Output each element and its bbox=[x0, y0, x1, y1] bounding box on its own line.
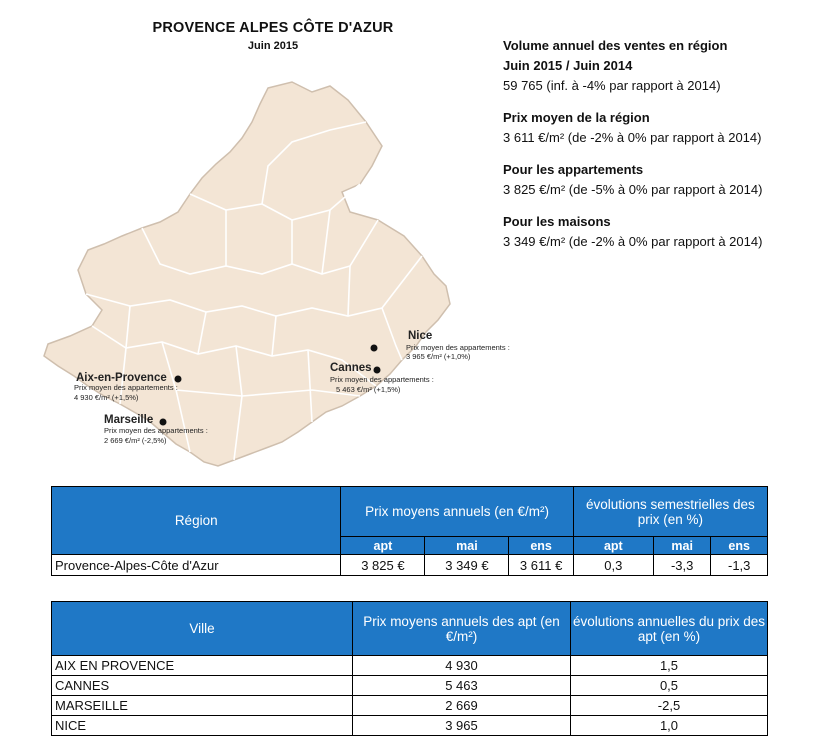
city-cannes-value: 5 463 €/m² (+1,5%) bbox=[336, 385, 401, 394]
region-name-cell: Provence-Alpes-Côte d'Azur bbox=[52, 555, 341, 576]
city-name-cell: NICE bbox=[52, 716, 353, 736]
house-price-value: 3 349 €/m² (de -2% à 0% par rapport à 2014) bbox=[503, 234, 763, 249]
city-price-cell: 2 669 bbox=[353, 696, 571, 716]
map-title: PROVENCE ALPES CÔTE D'AZUR bbox=[152, 20, 394, 36]
price-apt-cell: 3 825 € bbox=[341, 555, 425, 576]
region-price-heading: Prix moyen de la région bbox=[503, 110, 650, 125]
city-evol-cell: -2,5 bbox=[571, 696, 768, 716]
city-name-cell: AIX EN PROVENCE bbox=[52, 656, 353, 676]
city-nice-name: Nice bbox=[408, 330, 433, 342]
sub-header-ens: ens bbox=[509, 537, 573, 555]
city-price-col-header: Prix moyens annuels des apt (en €/m²) bbox=[353, 602, 571, 656]
apt-price-heading: Pour les appartements bbox=[503, 162, 644, 177]
city-marseille-label: Prix moyen des appartements : bbox=[104, 426, 208, 435]
volume-block bbox=[503, 36, 818, 96]
sub-header-apt: apt bbox=[341, 537, 425, 555]
table-row bbox=[52, 656, 768, 676]
evol-ens-cell: -1,3 bbox=[711, 555, 768, 576]
region-table bbox=[51, 486, 768, 576]
city-col-header: Ville bbox=[52, 602, 353, 656]
city-name-cell: MARSEILLE bbox=[52, 696, 353, 716]
volume-period: Juin 2015 / Juin 2014 bbox=[503, 58, 633, 73]
city-table bbox=[51, 601, 768, 736]
city-aix-value: 4 930 €/m² (+1,5%) bbox=[74, 393, 139, 402]
city-price-cell: 4 930 bbox=[353, 656, 571, 676]
city-evol-col-header: évolutions annuelles du prix des apt (en %) bbox=[571, 602, 768, 656]
region-price-block bbox=[503, 108, 818, 148]
region-outline bbox=[44, 82, 450, 466]
city-aix-name: Aix-en-Provence bbox=[76, 372, 167, 384]
house-price-heading: Pour les maisons bbox=[503, 214, 611, 229]
region-map bbox=[30, 60, 510, 480]
evol-col-header: évolutions semestrielles des prix (en %) bbox=[573, 487, 767, 537]
table-row bbox=[52, 696, 768, 716]
evol-mai-cell: -3,3 bbox=[653, 555, 711, 576]
prices-col-header: Prix moyens annuels (en €/m²) bbox=[341, 487, 573, 537]
region-col-header: Région bbox=[52, 487, 341, 555]
sub-header-evol-apt: apt bbox=[573, 537, 653, 555]
table-row bbox=[52, 716, 768, 736]
house-price-block bbox=[503, 212, 818, 252]
apt-price-block bbox=[503, 160, 818, 200]
evol-apt-cell: 0,3 bbox=[573, 555, 653, 576]
city-price-cell: 3 965 bbox=[353, 716, 571, 736]
volume-heading: Volume annuel des ventes en région bbox=[503, 38, 728, 53]
city-nice-value: 3 965 €/m² (+1,0%) bbox=[406, 352, 471, 361]
region-map-svg bbox=[30, 60, 500, 480]
table-row bbox=[52, 676, 768, 696]
city-cannes-name: Cannes bbox=[330, 362, 372, 374]
city-nice-label: Prix moyen des appartements : bbox=[406, 343, 510, 352]
stats-panel bbox=[503, 36, 818, 264]
sub-header-evol-ens: ens bbox=[711, 537, 768, 555]
city-marseille-value: 2 669 €/m² (-2,5%) bbox=[104, 436, 167, 445]
city-marseille-name: Marseille bbox=[104, 414, 154, 426]
city-evol-cell: 1,5 bbox=[571, 656, 768, 676]
city-evol-cell: 0,5 bbox=[571, 676, 768, 696]
city-cannes-label: Prix moyen des appartements : bbox=[330, 375, 434, 384]
apt-price-value: 3 825 €/m² (de -5% à 0% par rapport à 2014) bbox=[503, 182, 763, 197]
city-name-cell: CANNES bbox=[52, 676, 353, 696]
table-row bbox=[52, 555, 768, 576]
map-subtitle: Juin 2015 bbox=[247, 40, 299, 52]
region-price-value: 3 611 €/m² (de -2% à 0% par rapport à 2014) bbox=[503, 130, 762, 145]
price-mai-cell: 3 349 € bbox=[425, 555, 509, 576]
sub-header-mai: mai bbox=[425, 537, 509, 555]
sub-header-evol-mai: mai bbox=[653, 537, 711, 555]
city-aix-label: Prix moyen des appartements : bbox=[74, 383, 178, 392]
city-price-cell: 5 463 bbox=[353, 676, 571, 696]
city-evol-cell: 1,0 bbox=[571, 716, 768, 736]
volume-value: 59 765 (inf. à -4% par rapport à 2014) bbox=[503, 78, 721, 93]
price-ens-cell: 3 611 € bbox=[509, 555, 573, 576]
